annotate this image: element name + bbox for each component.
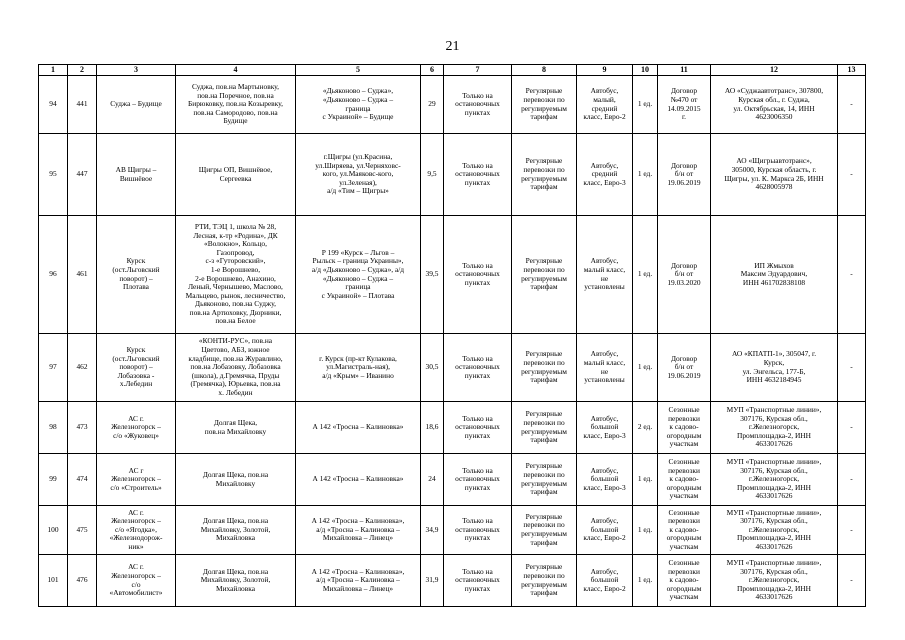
note-cell bbox=[838, 454, 866, 506]
route-streets: А 142 «Тросна – Калиновка» bbox=[312, 474, 404, 484]
vehicle-count: 2 ед. bbox=[637, 422, 653, 432]
route-number-cell bbox=[68, 76, 97, 134]
boarding-procedure: Только на остановочных пунктах bbox=[455, 353, 500, 380]
intermediate-stops-cell bbox=[176, 402, 296, 454]
boarding-procedure-cell bbox=[444, 506, 512, 555]
carrier-info-cell bbox=[711, 134, 838, 216]
contract-info: Договор б/н от 19.06.2019 bbox=[667, 353, 701, 380]
route-name: Курск (ост.Льговский поворот) – Плотава bbox=[112, 256, 160, 292]
row-number-cell bbox=[39, 134, 68, 216]
intermediate-stops: «КОНТИ-РУС», пов.на Цветово, АБЗ, южное кладбище, пов.на Журавлино, пов.на Лобазовку, Лобазовка (школа), д.Гремячка, Пруды (Гремячка), Юрьевка, пов.на х. Лебедин bbox=[188, 336, 283, 397]
vehicle-count-cell bbox=[633, 555, 658, 607]
routes-registry-table bbox=[38, 64, 866, 607]
vehicle-info: Автобус, большой класс, Евро-3 bbox=[583, 465, 626, 492]
route-number-cell bbox=[68, 334, 97, 402]
route-streets-cell bbox=[296, 216, 421, 334]
transport-type: Регулярные перевозки по регулируемым тарифам bbox=[521, 86, 567, 122]
column-header: 9 bbox=[577, 65, 633, 76]
transport-type-cell bbox=[512, 402, 577, 454]
intermediate-stops: Долгая Щека, пов.на Михайловку bbox=[204, 417, 267, 436]
route-streets-cell bbox=[296, 555, 421, 607]
transport-type-cell bbox=[512, 555, 577, 607]
intermediate-stops-cell bbox=[176, 134, 296, 216]
carrier-info: ИП Жмыхов Максим Эдуардович, ИНН 461702838108 bbox=[740, 260, 808, 287]
vehicle-count: 1 ед. bbox=[637, 474, 653, 484]
boarding-procedure-cell bbox=[444, 402, 512, 454]
vehicle-count-cell bbox=[633, 402, 658, 454]
vehicle-info: Автобус, малый, средний класс, Евро-2 bbox=[583, 86, 626, 122]
route-length: 34,9 bbox=[425, 524, 439, 534]
route-name-cell bbox=[97, 216, 176, 334]
table-row bbox=[39, 555, 866, 607]
intermediate-stops-cell bbox=[176, 76, 296, 134]
intermediate-stops-cell bbox=[176, 454, 296, 506]
row-number: 100 bbox=[47, 524, 59, 534]
route-streets: Р 199 «Курск – Льгов – Рыльск – граница Украины», а/д «Дьяконово – Суджа», а/д «Дьяконово – Суджа – граница с Украиной» – Плотава bbox=[311, 247, 405, 300]
vehicle-info-cell bbox=[577, 334, 633, 402]
column-header: 4 bbox=[176, 65, 296, 76]
transport-type: Регулярные перевозки по регулируемым тарифам bbox=[521, 511, 567, 547]
vehicle-count: 1 ед. bbox=[637, 524, 653, 534]
boarding-procedure-cell bbox=[444, 334, 512, 402]
boarding-procedure-cell bbox=[444, 134, 512, 216]
carrier-info: МУП «Транспортные линии», 307176, Курская обл., г.Железногорск, Промплощадка-2, ИНН 4633017626 bbox=[726, 405, 822, 449]
carrier-info-cell bbox=[711, 555, 838, 607]
vehicle-info-cell bbox=[577, 76, 633, 134]
row-number: 97 bbox=[49, 362, 57, 372]
boarding-procedure-cell bbox=[444, 216, 512, 334]
carrier-info: АО «Щигрыавтотранс», 305000, Курская область, г. Щигры, ул. К. Маркса 2Б, ИНН 4628005978 bbox=[724, 156, 824, 192]
vehicle-count: 1 ед. bbox=[637, 99, 653, 109]
contract-info: Договор б/н от 19.03.2020 bbox=[667, 260, 701, 287]
vehicle-info-cell bbox=[577, 555, 633, 607]
route-number-cell bbox=[68, 454, 97, 506]
column-header: 5 bbox=[296, 65, 421, 76]
column-number-row bbox=[39, 65, 866, 76]
vehicle-info: Автобус, малый класс, не установлены bbox=[583, 349, 626, 385]
note: - bbox=[850, 99, 853, 109]
note: - bbox=[850, 524, 853, 534]
row-number: 101 bbox=[47, 575, 59, 585]
transport-type: Регулярные перевозки по регулируемым тарифам bbox=[521, 156, 567, 192]
boarding-procedure: Только на остановочных пунктах bbox=[455, 566, 500, 593]
route-name: АС г. Железногорск – с/о «Жуковец» bbox=[111, 413, 161, 440]
row-number: 95 bbox=[49, 169, 57, 179]
route-name: Курск (ост.Льговский поворот) – Лобазовка - х.Лебедин bbox=[112, 345, 160, 389]
route-number: 474 bbox=[76, 474, 88, 484]
column-header: 13 bbox=[838, 65, 866, 76]
transport-type: Регулярные перевозки по регулируемым тарифам bbox=[521, 409, 567, 445]
route-streets: г.Щигры (ул.Красина, ул.Ширяева, ул.Черняховс- кого, ул.Маяковс-кого, ул.Зеленая), а/д «Тим – Щигры» bbox=[315, 152, 401, 196]
route-length-cell bbox=[421, 134, 444, 216]
route-streets: г. Курск (пр-кт Кулакова, ул.Магистраль-ная), а/д «Крым» – Иванино bbox=[319, 353, 397, 380]
route-number-cell bbox=[68, 216, 97, 334]
note: - bbox=[850, 269, 853, 279]
boarding-procedure: Только на остановочных пунктах bbox=[455, 413, 500, 440]
transport-type-cell bbox=[512, 134, 577, 216]
vehicle-info: Автобус, большой класс, Евро-3 bbox=[583, 413, 626, 440]
route-number: 473 bbox=[76, 422, 88, 432]
vehicle-count: 1 ед. bbox=[637, 575, 653, 585]
route-length-cell bbox=[421, 555, 444, 607]
contract-info: Сезонные перевозки к садово- огородным участкам bbox=[666, 507, 702, 551]
note-cell bbox=[838, 402, 866, 454]
vehicle-count: 1 ед. bbox=[637, 169, 653, 179]
vehicle-info: Автобус, большой класс, Евро-2 bbox=[583, 566, 626, 593]
boarding-procedure-cell bbox=[444, 555, 512, 607]
note-cell bbox=[838, 506, 866, 555]
column-header: 6 bbox=[421, 65, 444, 76]
column-header: 11 bbox=[658, 65, 711, 76]
route-streets: А 142 «Тросна – Калиновка», а/д «Тросна – Калиновка – Михайловка – Линец» bbox=[311, 516, 405, 543]
table-row bbox=[39, 402, 866, 454]
row-number: 96 bbox=[49, 269, 57, 279]
contract-info: Сезонные перевозки к садово- огородным участкам bbox=[666, 457, 702, 501]
vehicle-count-cell bbox=[633, 216, 658, 334]
route-name: АВ Щигры – Вишнёвое bbox=[115, 164, 157, 183]
vehicle-count-cell bbox=[633, 134, 658, 216]
route-number: 441 bbox=[76, 99, 88, 109]
note-cell bbox=[838, 134, 866, 216]
intermediate-stops: Суджа, пов.на Мартыновку, пов.на Поречное, пов.на Бирюковку, пов.на Козыревку, пов.на Самородово, пов.на Будище bbox=[188, 82, 283, 126]
boarding-procedure-cell bbox=[444, 454, 512, 506]
route-length: 29 bbox=[428, 99, 436, 109]
table-row bbox=[39, 134, 866, 216]
route-name: АС г. Железногорск – с/о «Автомобилист» bbox=[109, 562, 163, 598]
transport-type-cell bbox=[512, 506, 577, 555]
route-streets: «Дьяконово – Суджа», «Дьяконово – Суджа – граница с Украиной» – Будище bbox=[322, 86, 394, 122]
vehicle-count-cell bbox=[633, 76, 658, 134]
route-streets-cell bbox=[296, 506, 421, 555]
transport-type: Регулярные перевозки по регулируемым тарифам bbox=[521, 256, 567, 292]
carrier-info: АО «Суджаавтотранс», 307800, Курская обл., г. Суджа, ул. Октябрьская, 14, ИНН 4623006350 bbox=[724, 86, 824, 122]
route-length: 18,6 bbox=[425, 422, 439, 432]
route-length-cell bbox=[421, 402, 444, 454]
note-cell bbox=[838, 334, 866, 402]
column-header: 8 bbox=[512, 65, 577, 76]
route-length-cell bbox=[421, 506, 444, 555]
note-cell bbox=[838, 216, 866, 334]
route-length-cell bbox=[421, 334, 444, 402]
note: - bbox=[850, 169, 853, 179]
route-length: 24 bbox=[428, 474, 436, 484]
table-row bbox=[39, 76, 866, 134]
column-header: 3 bbox=[97, 65, 176, 76]
carrier-info: АО «КПАТП-1», 305047, г. Курск, ул. Энгельса, 177-Б, ИНН 4632184945 bbox=[731, 349, 817, 385]
carrier-info-cell bbox=[711, 454, 838, 506]
row-number: 98 bbox=[49, 422, 57, 432]
vehicle-info: Автобус, средний класс, Евро-3 bbox=[583, 160, 626, 187]
note-cell bbox=[838, 76, 866, 134]
row-number: 99 bbox=[49, 474, 57, 484]
route-number: 447 bbox=[76, 169, 88, 179]
column-header: 2 bbox=[68, 65, 97, 76]
column-header: 1 bbox=[39, 65, 68, 76]
route-streets-cell bbox=[296, 402, 421, 454]
route-name-cell bbox=[97, 334, 176, 402]
transport-type: Регулярные перевозки по регулируемым тарифам bbox=[521, 461, 567, 497]
route-streets-cell bbox=[296, 134, 421, 216]
carrier-info-cell bbox=[711, 76, 838, 134]
contract-info-cell bbox=[658, 555, 711, 607]
route-number-cell bbox=[68, 134, 97, 216]
table-row bbox=[39, 506, 866, 555]
intermediate-stops-cell bbox=[176, 506, 296, 555]
contract-info-cell bbox=[658, 454, 711, 506]
route-streets-cell bbox=[296, 334, 421, 402]
route-number-cell bbox=[68, 402, 97, 454]
boarding-procedure: Только на остановочных пунктах bbox=[455, 465, 500, 492]
vehicle-info-cell bbox=[577, 506, 633, 555]
row-number-cell bbox=[39, 506, 68, 555]
carrier-info-cell bbox=[711, 506, 838, 555]
route-name-cell bbox=[97, 402, 176, 454]
note: - bbox=[850, 474, 853, 484]
route-number: 476 bbox=[76, 575, 88, 585]
transport-type-cell bbox=[512, 76, 577, 134]
vehicle-info-cell bbox=[577, 134, 633, 216]
route-name-cell bbox=[97, 506, 176, 555]
vehicle-count-cell bbox=[633, 454, 658, 506]
route-streets-cell bbox=[296, 454, 421, 506]
row-number-cell bbox=[39, 76, 68, 134]
route-length-cell bbox=[421, 76, 444, 134]
row-number-cell bbox=[39, 334, 68, 402]
vehicle-info-cell bbox=[577, 216, 633, 334]
boarding-procedure: Только на остановочных пунктах bbox=[455, 516, 500, 543]
route-number: 462 bbox=[76, 362, 88, 372]
note: - bbox=[850, 362, 853, 372]
boarding-procedure: Только на остановочных пунктах bbox=[455, 260, 500, 287]
route-name: АС г. Железногорск – с/о «Ягодка», «Железнодорож- ник» bbox=[109, 507, 163, 551]
carrier-info-cell bbox=[711, 216, 838, 334]
route-number: 475 bbox=[76, 524, 88, 534]
route-name-cell bbox=[97, 454, 176, 506]
contract-info-cell bbox=[658, 76, 711, 134]
column-header: 12 bbox=[711, 65, 838, 76]
route-length: 30,5 bbox=[425, 362, 439, 372]
contract-info: Договор №470 от 14.09.2015 г. bbox=[667, 86, 701, 122]
row-number-cell bbox=[39, 454, 68, 506]
contract-info-cell bbox=[658, 134, 711, 216]
transport-type-cell bbox=[512, 334, 577, 402]
intermediate-stops-cell bbox=[176, 555, 296, 607]
route-number-cell bbox=[68, 555, 97, 607]
transport-type: Регулярные перевозки по регулируемым тарифам bbox=[521, 562, 567, 598]
route-name: Суджа – Будище bbox=[110, 99, 162, 109]
route-streets: А 142 «Тросна – Калиновка» bbox=[312, 422, 404, 432]
vehicle-info: Автобус, большой класс, Евро-2 bbox=[583, 516, 626, 543]
row-number-cell bbox=[39, 216, 68, 334]
route-length: 39,5 bbox=[425, 269, 439, 279]
table-row bbox=[39, 454, 866, 506]
route-name-cell bbox=[97, 76, 176, 134]
page-number: 21 bbox=[445, 39, 460, 54]
transport-type: Регулярные перевозки по регулируемым тарифам bbox=[521, 349, 567, 385]
route-length: 31,9 bbox=[425, 575, 439, 585]
intermediate-stops: Щигры ОП, Вишнёвое, Сергеевка bbox=[198, 164, 273, 183]
contract-info-cell bbox=[658, 216, 711, 334]
vehicle-info-cell bbox=[577, 454, 633, 506]
boarding-procedure-cell bbox=[444, 76, 512, 134]
vehicle-count-cell bbox=[633, 506, 658, 555]
route-length: 9,5 bbox=[427, 169, 437, 179]
route-streets: А 142 «Тросна – Калиновка», а/д «Тросна – Калиновка – Михайловка – Линец» bbox=[311, 566, 405, 593]
vehicle-count: 1 ед. bbox=[637, 269, 653, 279]
carrier-info: МУП «Транспортные линии», 307176, Курская обл., г.Железногорск, Промплощадка-2, ИНН 4633017626 bbox=[726, 457, 822, 501]
intermediate-stops-cell bbox=[176, 216, 296, 334]
route-name-cell bbox=[97, 555, 176, 607]
transport-type-cell bbox=[512, 216, 577, 334]
boarding-procedure: Только на остановочных пунктах bbox=[455, 160, 500, 187]
carrier-info-cell bbox=[711, 402, 838, 454]
intermediate-stops: Долгая Щека, пов.на Михайловку, Золотой, Михайловка bbox=[200, 516, 271, 543]
vehicle-info-cell bbox=[577, 402, 633, 454]
intermediate-stops-cell bbox=[176, 334, 296, 402]
row-number-cell bbox=[39, 555, 68, 607]
intermediate-stops: Долгая Щека, пов.на Михайловку, Золотой, Михайловка bbox=[200, 566, 271, 593]
carrier-info: МУП «Транспортные линии», 307176, Курская обл., г.Железногорск, Промплощадка-2, ИНН 4633017626 bbox=[726, 507, 822, 551]
route-name: АС г Железногорск – с/о «Строитель» bbox=[110, 465, 162, 492]
row-number: 94 bbox=[49, 99, 57, 109]
route-length-cell bbox=[421, 454, 444, 506]
vehicle-count: 1 ед. bbox=[637, 362, 653, 372]
contract-info: Сезонные перевозки к садово- огородным участкам bbox=[666, 558, 702, 602]
contract-info: Договор б/н от 19.06.2019 bbox=[667, 160, 701, 187]
contract-info-cell bbox=[658, 402, 711, 454]
route-streets-cell bbox=[296, 76, 421, 134]
intermediate-stops: РТИ, ТЭЦ 1, школа № 28, Лесная, к-тр «Родина», ДК «Волокно», Кольцо, Газопровод, с-з «Гуторовский», 1-е Ворошнево, 2-е Ворошнево, Анахино, Леный, Чернышево, Маслово, Мальцево, рынок, лесничество, Дьяконово, пов.на Суджу, пов.на Артюховку, Дюрники, пов.на Белое bbox=[185, 221, 286, 326]
note: - bbox=[850, 575, 853, 585]
route-number-cell bbox=[68, 506, 97, 555]
intermediate-stops: Долгая Щека, пов.на Михайловку bbox=[202, 469, 269, 488]
contract-info-cell bbox=[658, 334, 711, 402]
contract-info-cell bbox=[658, 506, 711, 555]
route-name-cell bbox=[97, 134, 176, 216]
carrier-info: МУП «Транспортные линии», 307176, Курская обл., г.Железногорск, Промплощадка-2, ИНН 4633017626 bbox=[726, 558, 822, 602]
route-length-cell bbox=[421, 216, 444, 334]
carrier-info-cell bbox=[711, 334, 838, 402]
vehicle-count-cell bbox=[633, 334, 658, 402]
row-number-cell bbox=[39, 402, 68, 454]
table-row bbox=[39, 334, 866, 402]
note-cell bbox=[838, 555, 866, 607]
table-row bbox=[39, 216, 866, 334]
contract-info: Сезонные перевозки к садово- огородным участкам bbox=[666, 405, 702, 449]
column-header: 7 bbox=[444, 65, 512, 76]
route-number: 461 bbox=[76, 269, 88, 279]
boarding-procedure: Только на остановочных пунктах bbox=[455, 90, 500, 117]
transport-type-cell bbox=[512, 454, 577, 506]
column-header: 10 bbox=[633, 65, 658, 76]
vehicle-info: Автобус, малый класс, не установлены bbox=[583, 256, 626, 292]
note: - bbox=[850, 422, 853, 432]
